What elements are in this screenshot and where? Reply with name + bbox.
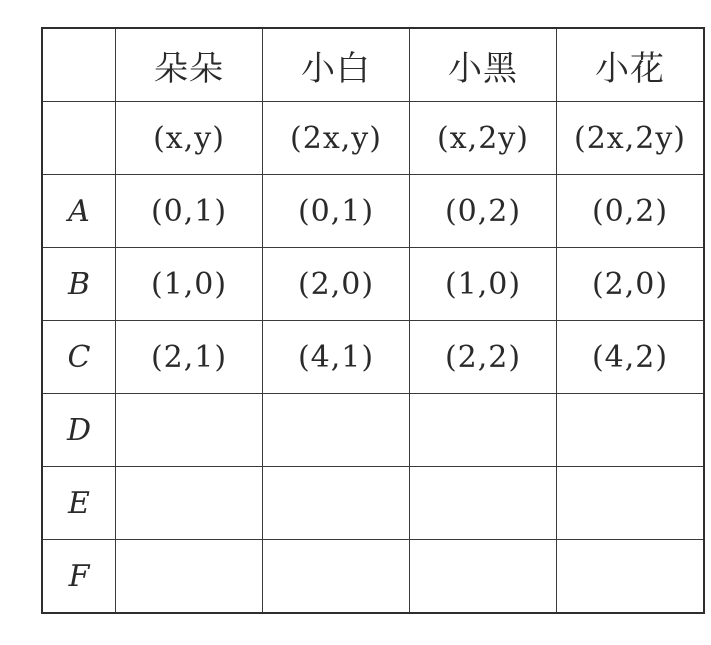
empty-cell: [116, 467, 263, 540]
expression-corner-cell: [42, 102, 116, 175]
empty-cell: [410, 467, 557, 540]
row-label: E: [42, 467, 116, 540]
coordinate-cell: (1,0): [410, 248, 557, 321]
coordinate-cell: (2,1): [116, 321, 263, 394]
empty-cell: [263, 467, 410, 540]
coordinate-table: [41, 27, 705, 614]
coordinate-cell: (1,0): [116, 248, 263, 321]
table-row-c: [42, 321, 704, 394]
table-row-a: [42, 175, 704, 248]
header-xiaobai: 小白: [263, 28, 410, 102]
row-label: C: [42, 321, 116, 394]
coordinate-cell: (2,0): [557, 248, 705, 321]
row-label: D: [42, 394, 116, 467]
empty-cell: [116, 394, 263, 467]
empty-cell: [263, 394, 410, 467]
expression-cell: (x,2y): [410, 102, 557, 175]
row-label: A: [42, 175, 116, 248]
row-label: B: [42, 248, 116, 321]
table-row-d: [42, 394, 704, 467]
table-row-b: [42, 248, 704, 321]
empty-cell: [116, 540, 263, 614]
coordinate-cell: (4,2): [557, 321, 705, 394]
table-row-f: [42, 540, 704, 614]
empty-cell: [557, 467, 705, 540]
coordinate-cell: (2,2): [410, 321, 557, 394]
header-corner-cell: [42, 28, 116, 102]
expression-row: [42, 102, 704, 175]
coordinate-cell: (4,1): [263, 321, 410, 394]
coordinate-cell: (0,1): [263, 175, 410, 248]
expression-cell: (2x,y): [263, 102, 410, 175]
header-row: [42, 28, 704, 102]
header-xiaohua: 小花: [557, 28, 705, 102]
empty-cell: [557, 394, 705, 467]
coordinate-cell: (0,2): [557, 175, 705, 248]
empty-cell: [410, 540, 557, 614]
coordinate-cell: (2,0): [263, 248, 410, 321]
empty-cell: [263, 540, 410, 614]
header-xiaohei: 小黑: [410, 28, 557, 102]
coordinate-cell: (0,1): [116, 175, 263, 248]
expression-cell: (x,y): [116, 102, 263, 175]
coordinate-cell: (0,2): [410, 175, 557, 248]
expression-cell: (2x,2y): [557, 102, 705, 175]
row-label: F: [42, 540, 116, 614]
table-row-e: [42, 467, 704, 540]
header-duoduo: 朵朵: [116, 28, 263, 102]
empty-cell: [557, 540, 705, 614]
empty-cell: [410, 394, 557, 467]
